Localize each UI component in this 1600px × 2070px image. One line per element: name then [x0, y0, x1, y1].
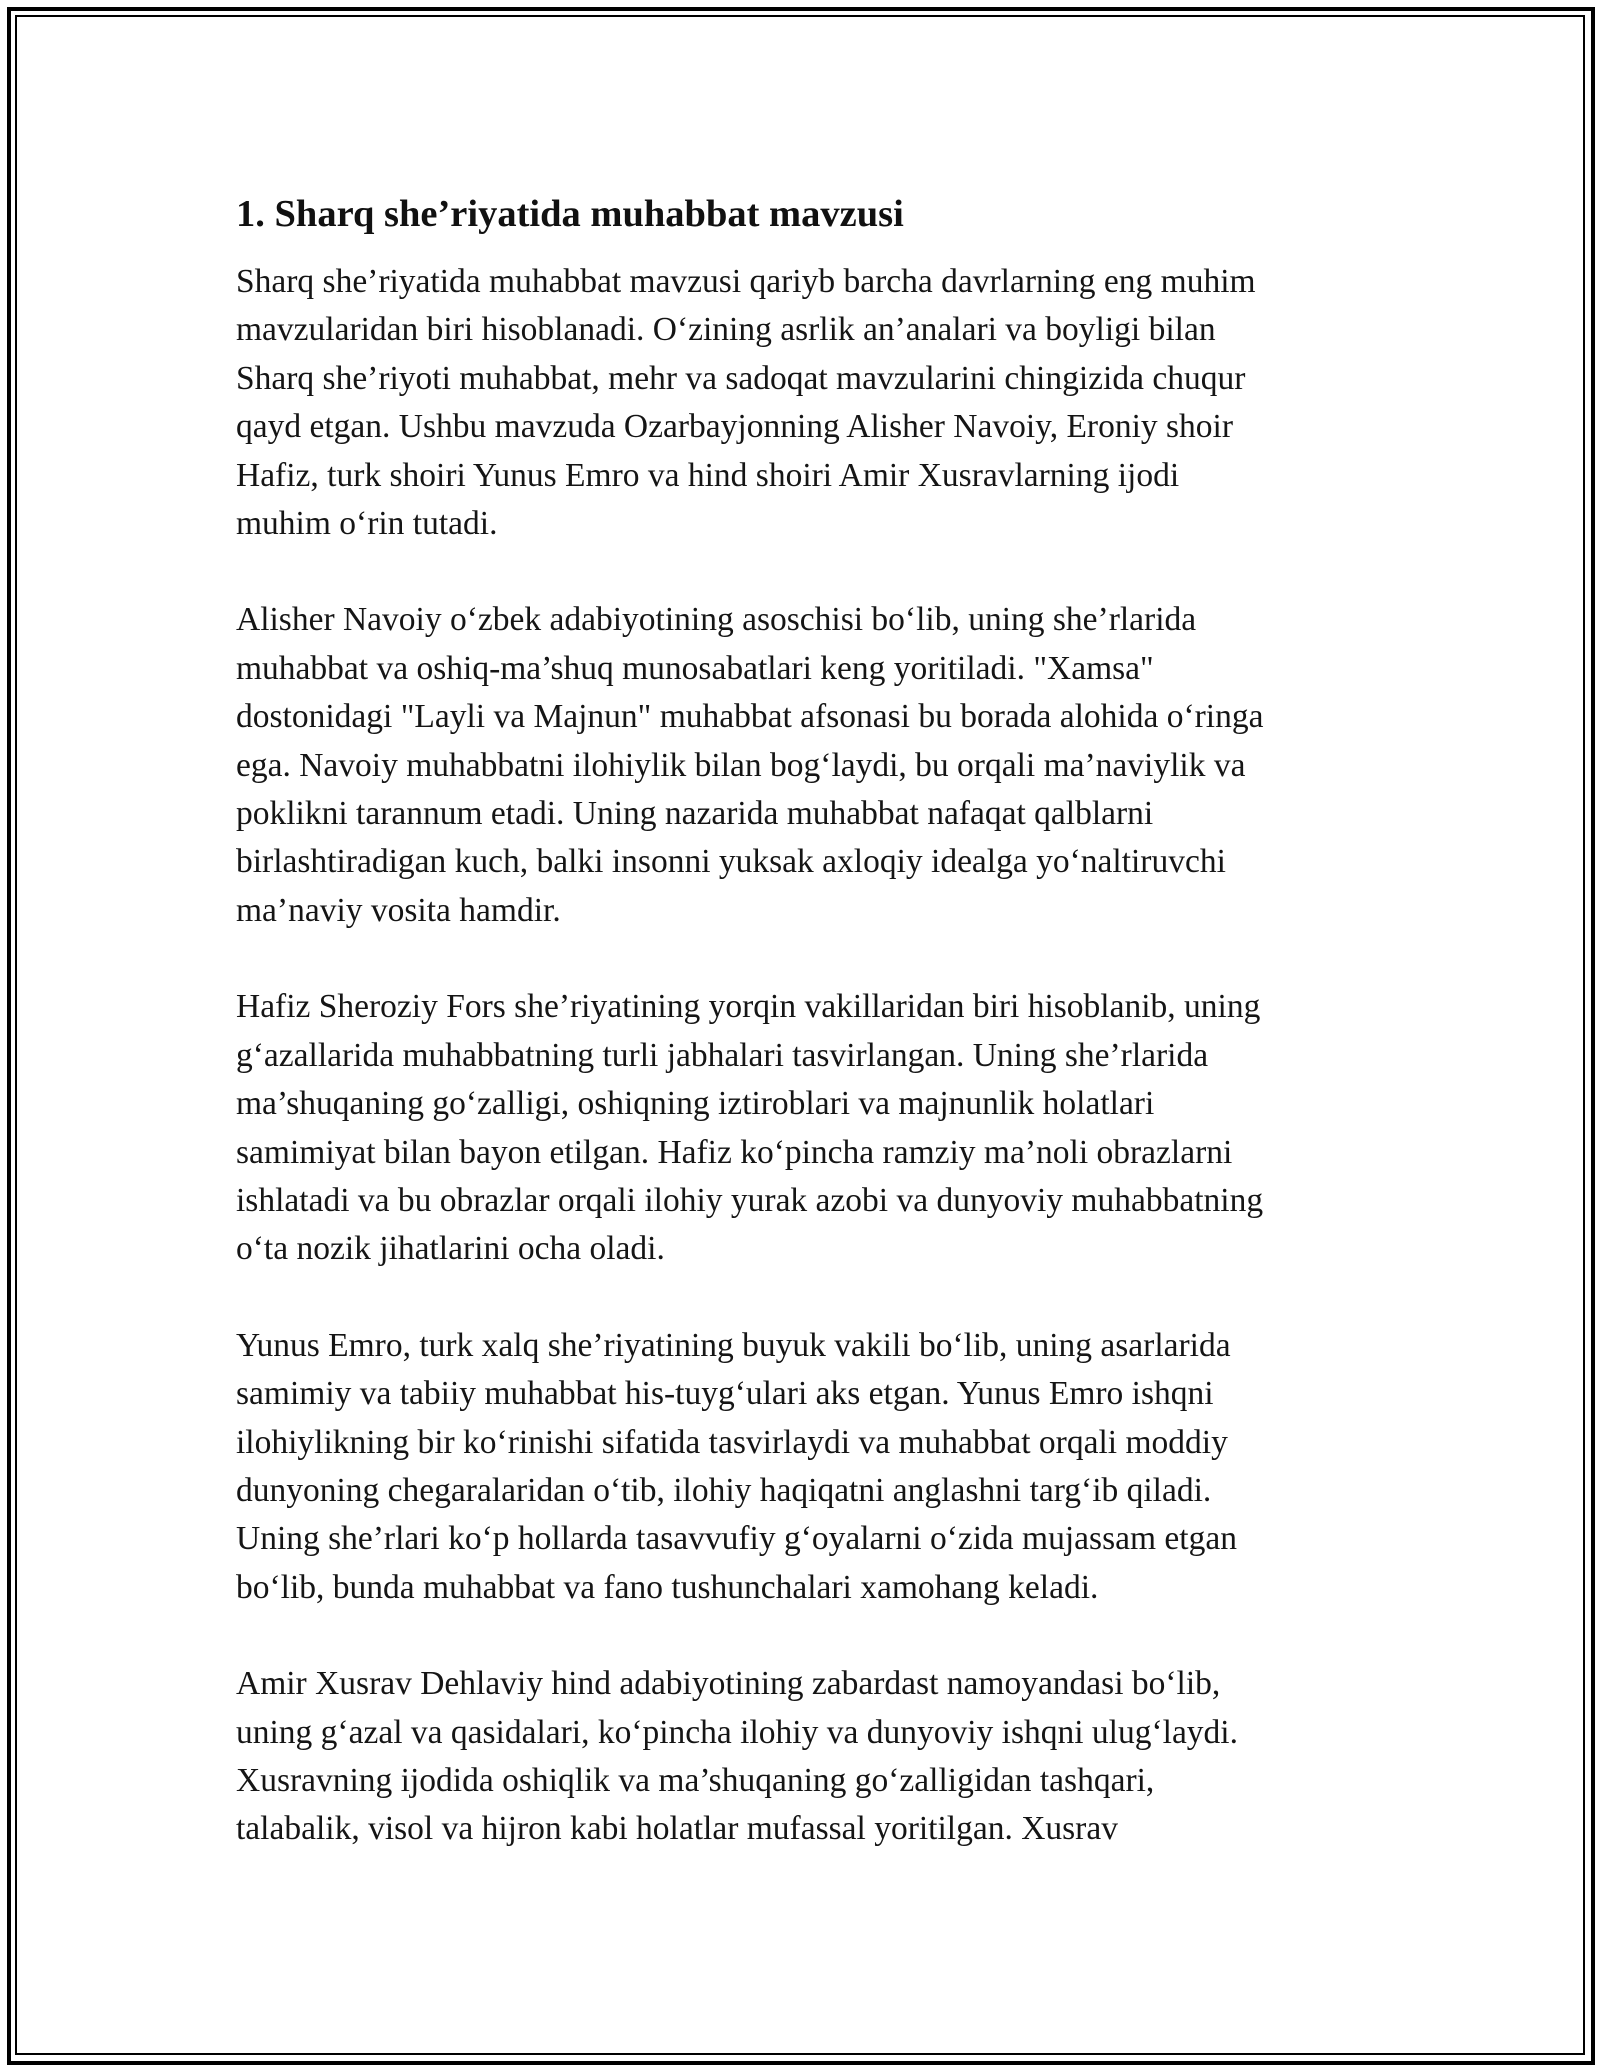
text-line: Alisher Navoiy o‘zbek adabiyotining asoschisi bo‘lib, uning she’rlarida: [236, 601, 1197, 639]
text-line: o‘ta nozik jihatlarini ocha oladi.: [236, 1230, 665, 1268]
text-line: Hafiz Sheroziy Fors she’riyatining yorqin vakillaridan biri hisoblanib, uning: [236, 988, 1261, 1026]
paragraph-intro: [236, 258, 1376, 548]
text-line: dostonidagi "Layli va Majnun" muhabbat afsonasi bu borada alohida o‘ringa: [236, 698, 1264, 736]
text-line: ishlatadi va bu obrazlar orqali ilohiy yurak azobi va dunyoviy muhabbatning: [236, 1181, 1264, 1219]
text-line: Uning she’rlari ko‘p hollarda tasavvufiy g‘oyalarni o‘zida mujassam etgan: [236, 1520, 1237, 1558]
text-line: talabalik, visol va hijron kabi holatlar mufassal yoritilgan. Xusrav: [236, 1810, 1118, 1848]
text-line: Amir Xusrav Dehlaviy hind adabiyotining zabardast namoyandasi bo‘lib,: [236, 1665, 1221, 1703]
text-line: Sharq she’riyoti muhabbat, mehr va sadoqat mavzularini chingizida chuqur: [236, 359, 1246, 397]
text-line: birlashtiradigan kuch, balki insonni yuksak axloqiy idealga yo‘naltiruvchi: [236, 843, 1226, 881]
text-line: dunyoning chegaralaridan o‘tib, ilohiy haqiqatni anglashni targ‘ib qiladi.: [236, 1471, 1212, 1509]
text-line: g‘azallarida muhabbatning turli jabhalari tasvirlangan. Uning she’rlarida: [236, 1036, 1209, 1074]
section-heading: 1. Sharq she’riyatida muhabbat mavzusi: [236, 193, 904, 235]
text-line: mavzularidan biri hisoblanadi. O‘zining asrlik an’analari va boyligi bilan: [236, 311, 1216, 349]
text-line: qayd etgan. Ushbu mavzuda Ozarbayjonning Alisher Navoiy, Eroniy shoir: [236, 408, 1234, 446]
text-line: Hafiz, turk shoiri Yunus Emro va hind shoiri Amir Xusravlarning ijodi: [236, 456, 1180, 494]
text-line: ma’naviy vosita hamdir.: [236, 891, 561, 929]
text-line: Yunus Emro, turk xalq she’riyatining buyuk vakili bo‘lib, uning asarlarida: [236, 1326, 1231, 1364]
text-line: samimiyat bilan bayon etilgan. Hafiz ko‘pincha ramziy ma’noli obrazlarni: [236, 1133, 1233, 1171]
text-line: poklikni tarannum etadi. Uning nazarida muhabbat nafaqat qalblarni: [236, 795, 1154, 833]
text-line: samimiy va tabiiy muhabbat his-tuyg‘ulari aks etgan. Yunus Emro ishqni: [236, 1375, 1214, 1413]
paragraph-navoiy: [236, 596, 1376, 935]
text-line: ega. Navoiy muhabbatni ilohiylik bilan bog‘laydi, bu orqali ma’naviylik va: [236, 746, 1246, 784]
document-body: [236, 186, 1376, 1902]
text-line: uning g‘azal va qasidalari, ko‘pincha ilohiy va dunyoviy ishqni ulug‘laydi.: [236, 1713, 1238, 1751]
text-line: ilohiylikning bir ko‘rinishi sifatida tasvirlaydi va muhabbat orqali moddiy: [236, 1423, 1228, 1461]
text-line: Sharq she’riyatida muhabbat mavzusi qariyb barcha davrlarning eng muhim: [236, 263, 1256, 300]
text-line: muhim o‘rin tutadi.: [236, 505, 498, 543]
text-line: Xusravning ijodida oshiqlik va ma’shuqaning go‘zalligidan tashqari,: [236, 1761, 1155, 1799]
text-line: muhabbat va oshiq-ma’shuq munosabatlari keng yoritiladi. "Xamsa": [236, 649, 1154, 687]
paragraph-amir-xusrav: [236, 1660, 1376, 1854]
text-line: ma’shuqaning go‘zalligi, oshiqning iztiroblari va majnunlik holatlari: [236, 1085, 1155, 1123]
paragraph-yunus-emro: [236, 1322, 1376, 1612]
paragraph-hafiz: [236, 983, 1376, 1273]
text-line: bo‘lib, bunda muhabbat va fano tushunchalari xamohang keladi.: [236, 1568, 1099, 1606]
